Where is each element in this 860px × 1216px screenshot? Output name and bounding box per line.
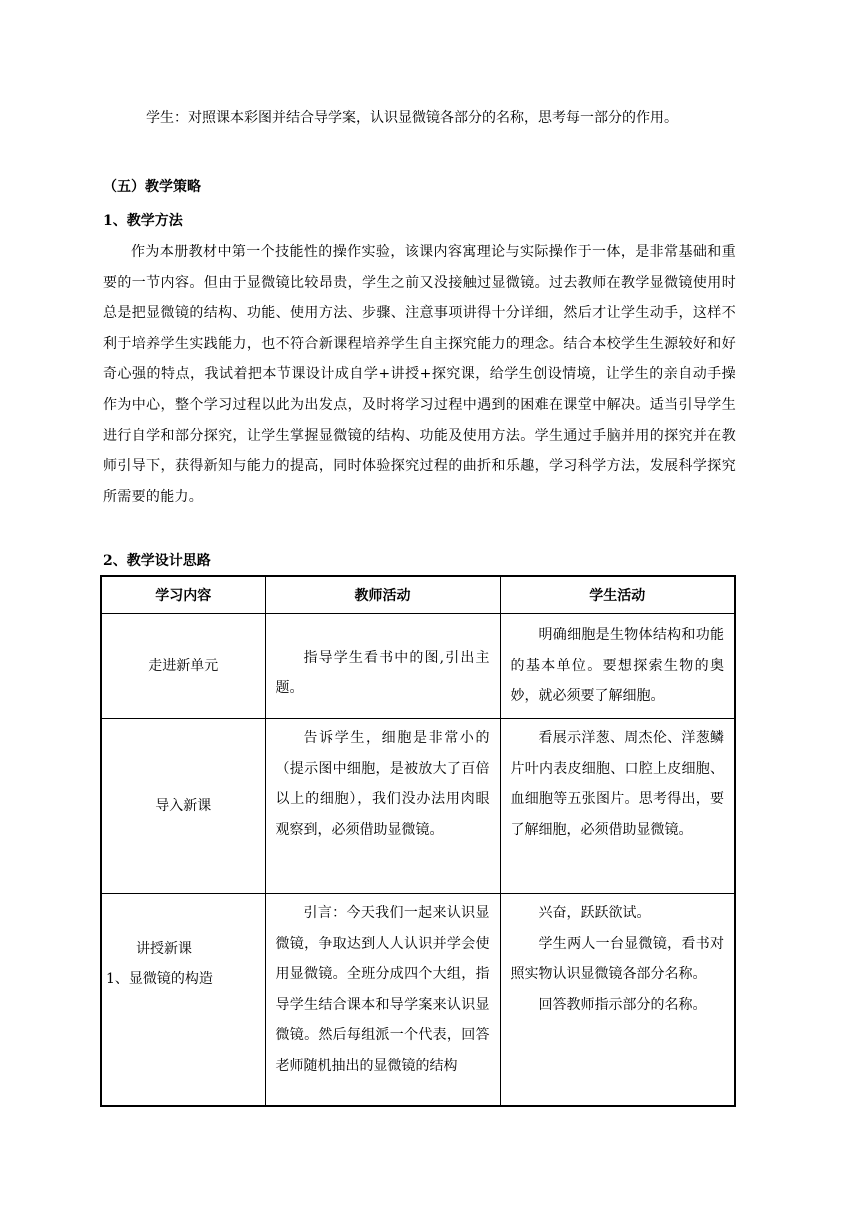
header-teacher: 教师活动 [265,576,500,614]
header-student: 学生活动 [500,576,735,614]
row-student-text: 看展示洋葱、周杰伦、洋葱鳞片叶内表皮细胞、口腔上皮细胞、血细胞等五张图片。思考得出，要了解细胞，必须借助显微镜。 [510,730,724,838]
methods-paragraph: 作为本册教材中第一个技能性的操作实验，该课内容寓理论与实际操作于一体，是非常基础和重要的一节内容。但由于显微镜比较昂贵，学生之前又没接触过显微镜。过去教师在教学显微镜使用时总是把显微镜的结构、功能、使用方法、步骤、注意事项讲得十分详细，然后才让学生动手，这样不利于培养学生实践能力，也不符合新课程培养学生自主探究能力的理念。结合本校学生生源较好和好奇心强的特点，我试着把本节课设计成自学+讲授+探究课，给学生创设情境，让学生的亲自动手操作为中心，整个学习过程以此为出发点，及时将学习过程中遇到的困难在课堂中解决。适当引导学生进行自学和部分探究，让学生掌握显微镜的结构、功能及使用方法。学生通过手脑并用的探究并在教师引导下，获得新知与能力的提高，同时体验探究过程的曲折和乐趣，学习科学方法，发展科学探究所需要的能力。 [103,244,736,505]
row-content-cell [101,614,265,719]
row-student-text-1: 兴奋，跃跃欲试。 [538,905,651,921]
row-content-cell [101,719,265,894]
row-student-text-2: 学生两人一台显微镜，看书对照实物认识显微镜各部分名称。 [510,935,724,982]
row-teacher-text: 引言：今天我们一起来认识显微镜，争取达到人人认识并学会使用显微镜。全班分成四个大组，指导学生结合课本和导学案来认识显微镜。然后每组派一个代表，回答老师随机抽出的显微镜的结构 [275,905,490,1074]
row-teacher-cell [265,614,500,719]
row-teacher-cell [265,894,500,1106]
row-student-text-3: 回答教师指示部分的名称。 [538,996,707,1013]
row-student-cell [500,894,735,1106]
section-title: （五）教学策略 [103,179,201,195]
row-student-cell [500,614,735,719]
table-row [101,894,735,1106]
row-teacher-text: 告诉学生，细胞是非常小的（提示图中细胞，是被放大了百倍以上的细胞），我们没办法用肉眼观察到，必须借助显微镜。 [275,730,490,838]
row-teacher-text: 指导学生看书中的图,引出主题。 [275,649,490,696]
intro-line: 学生：对照课本彩图并结合导学案，认识显微镜各部分的名称，思考每一部分的作用。 [146,110,678,126]
design-table [100,575,736,1107]
subsection-title-design: 2、教学设计思路 [103,553,211,569]
row-content-label: 导入新课 [155,798,212,814]
row-student-cell [500,719,735,894]
row-content-sublabel: 1、显微镜的构造 [106,971,213,987]
row-content-cell [101,894,265,1106]
table-row [101,614,735,719]
row-student-text: 明确细胞是生物体结构和功能的基本单位。要想探索生物的奥妙，就必须要了解细胞。 [510,627,724,705]
row-teacher-cell [265,719,500,894]
subsection-title-methods: 1、教学方法 [103,213,183,229]
row-content-label: 走进新单元 [148,658,219,674]
table-row [101,719,735,894]
header-content: 学习内容 [101,576,265,614]
table-header-row [101,576,735,614]
row-content-label: 讲授新课 [136,941,192,957]
